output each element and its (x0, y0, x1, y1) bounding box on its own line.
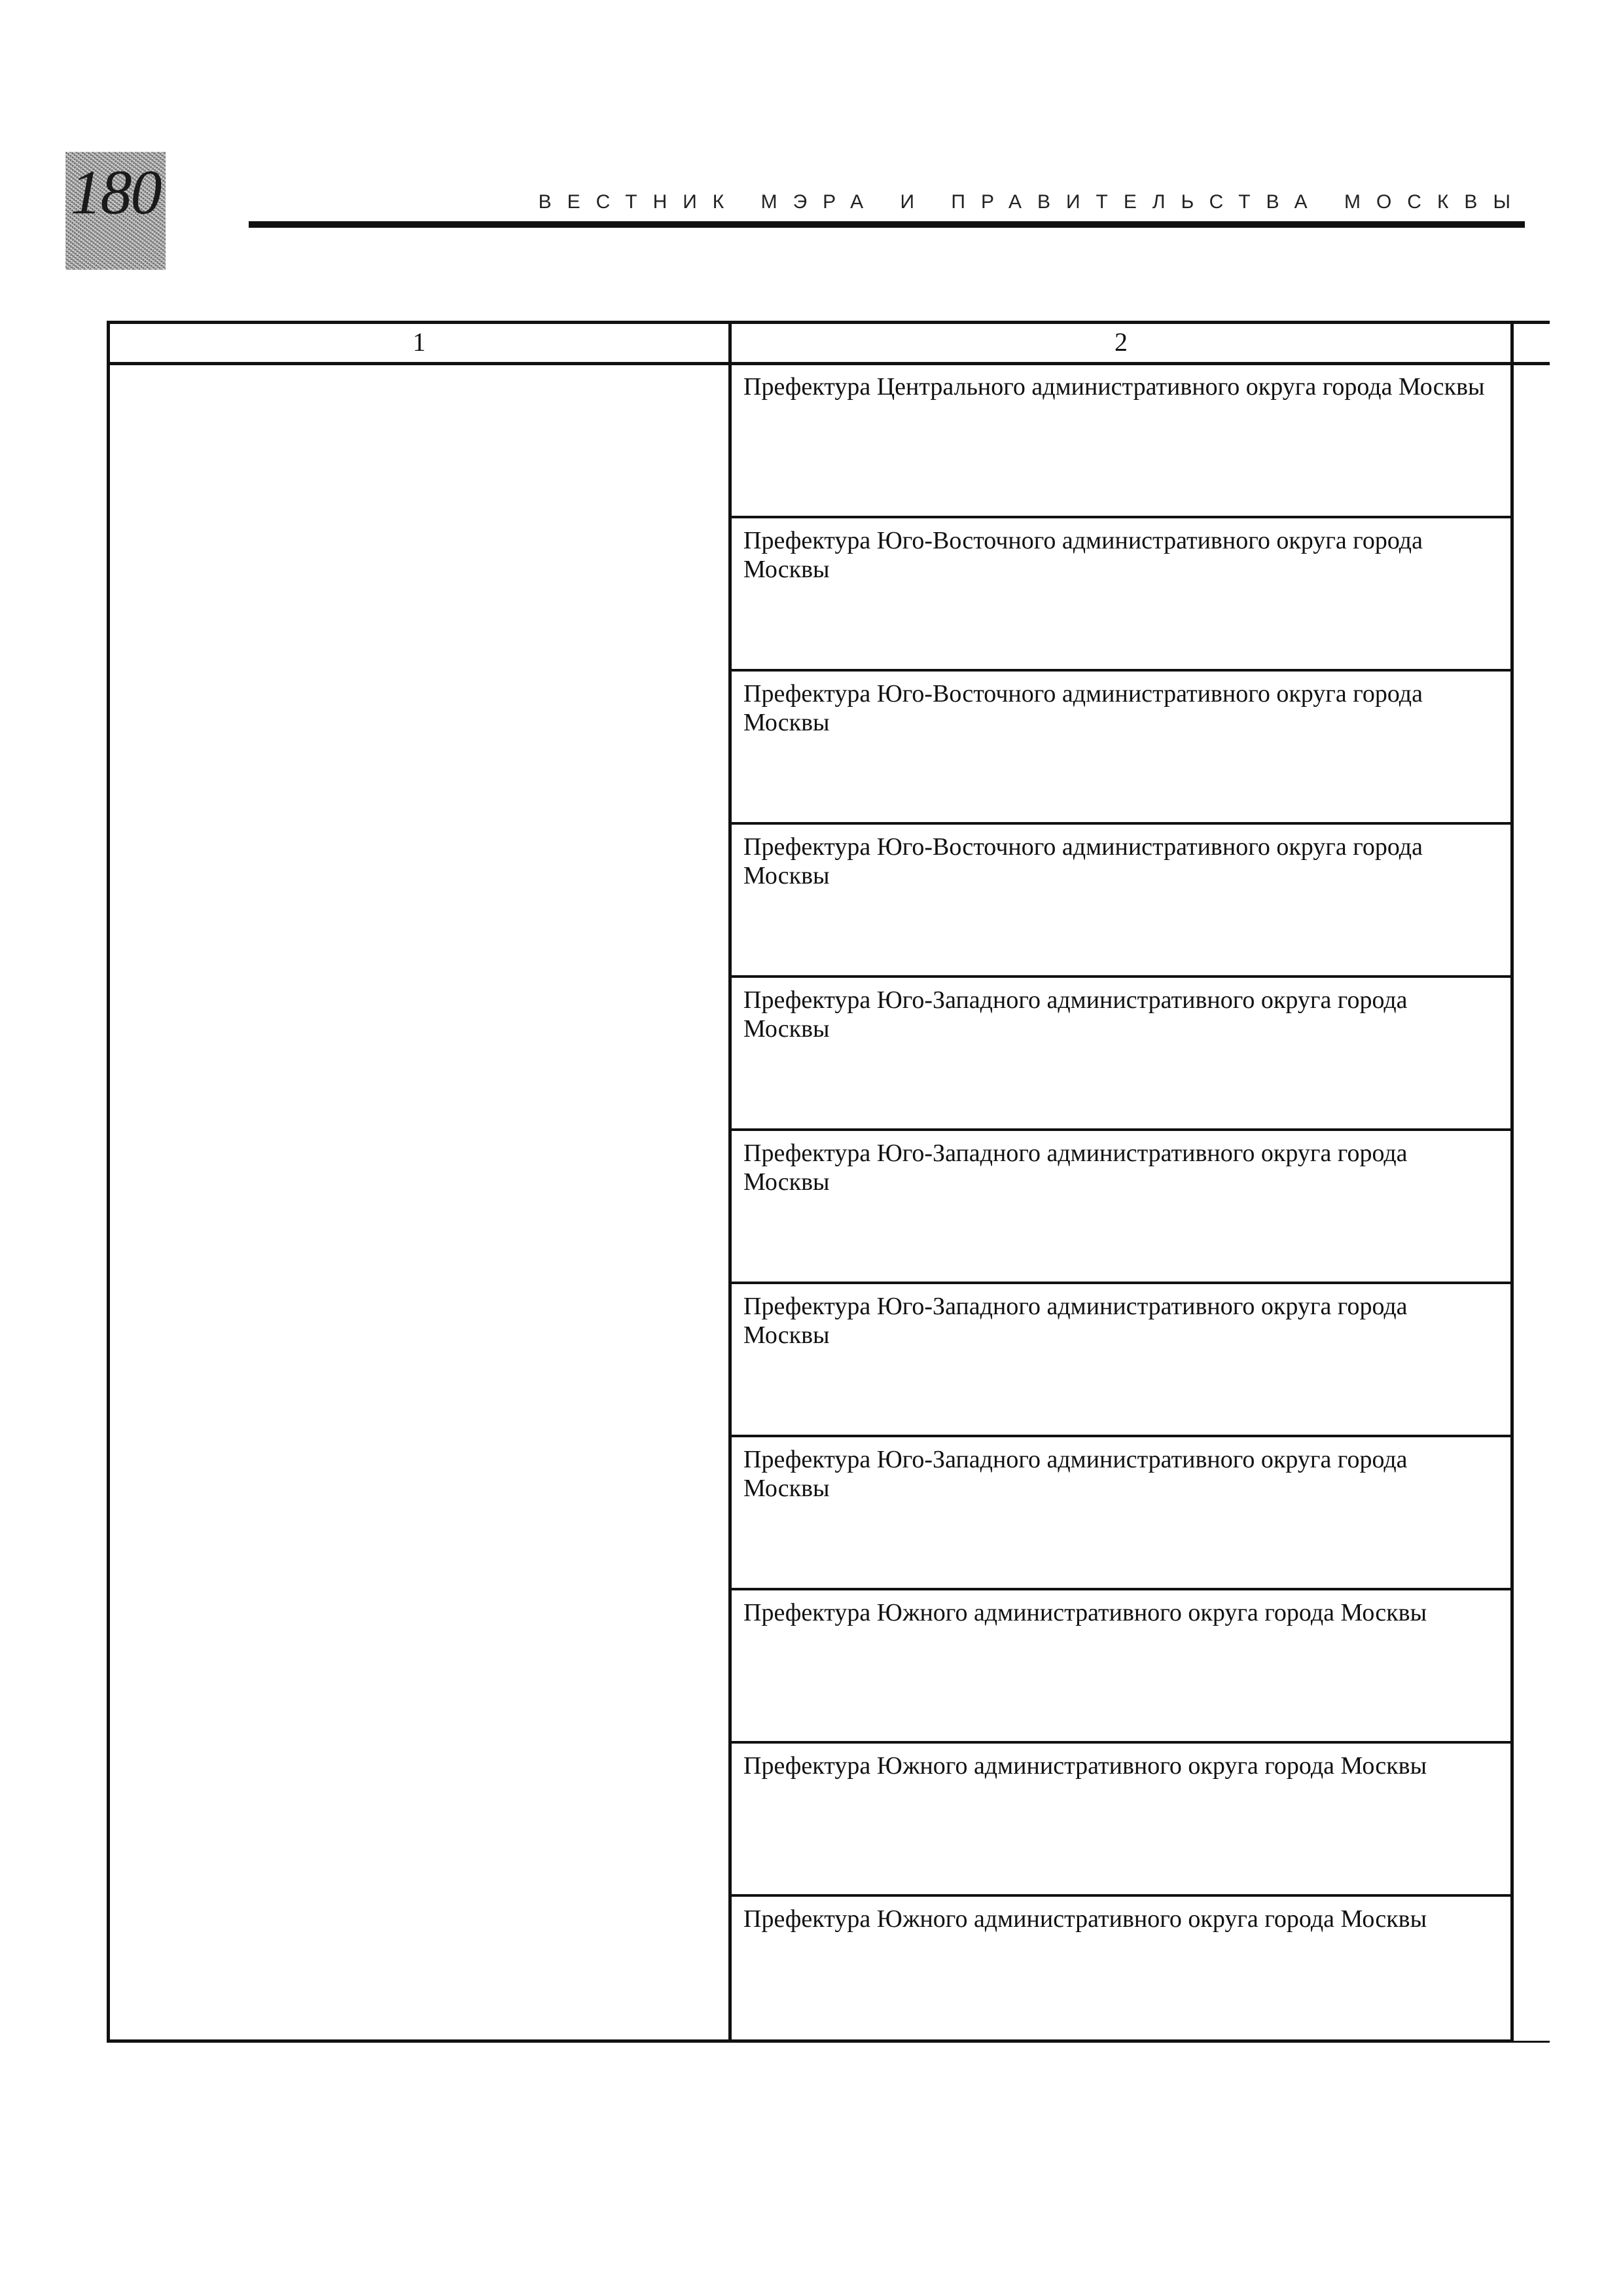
journal-title: ВЕСТНИК МЭРА И ПРАВИТЕЛЬСТВА МОСКВЫ (538, 191, 1526, 213)
table-cell-prefecture: Префектура Юго-Западного административного округа города Москвы (743, 986, 1408, 1043)
table-bottom-border-tail (1512, 2041, 1550, 2043)
table-right-divider (1510, 321, 1514, 2043)
table-cell-prefecture: Префектура Юго-Западного административного округа города Москвы (743, 1139, 1408, 1196)
table-cell-prefecture: Префектура Юго-Западного административного округа города Москвы (743, 1446, 1408, 1502)
table-cell-prefecture: Префектура Юго-Восточного административного округа города Москвы (743, 527, 1423, 583)
column-header-1: 1 (412, 327, 426, 357)
table-cell-prefecture: Префектура Центрального административного округа города Москвы (743, 373, 1485, 401)
page-number-badge (65, 152, 166, 270)
table-cell-prefecture: Префектура Южного административного округа города Москвы (743, 1752, 1427, 1780)
column-header-2: 2 (1115, 327, 1128, 357)
table-left-border (107, 321, 110, 2043)
table-cell-prefecture: Префектура Южного административного округа города Москвы (743, 1599, 1427, 1626)
table-cell-prefecture: Префектура Юго-Восточного административного округа города Москвы (743, 833, 1423, 889)
table-cell-prefecture: Префектура Южного административного округа города Москвы (743, 1905, 1427, 1933)
header-rule (249, 221, 1525, 228)
table-cell-prefecture: Префектура Юго-Западного административного округа города Москвы (743, 1293, 1408, 1349)
page-number: 180 (70, 157, 161, 227)
document-table (107, 321, 1550, 2043)
table-cell-prefecture: Префектура Юго-Восточного административного округа города Москвы (743, 680, 1423, 736)
